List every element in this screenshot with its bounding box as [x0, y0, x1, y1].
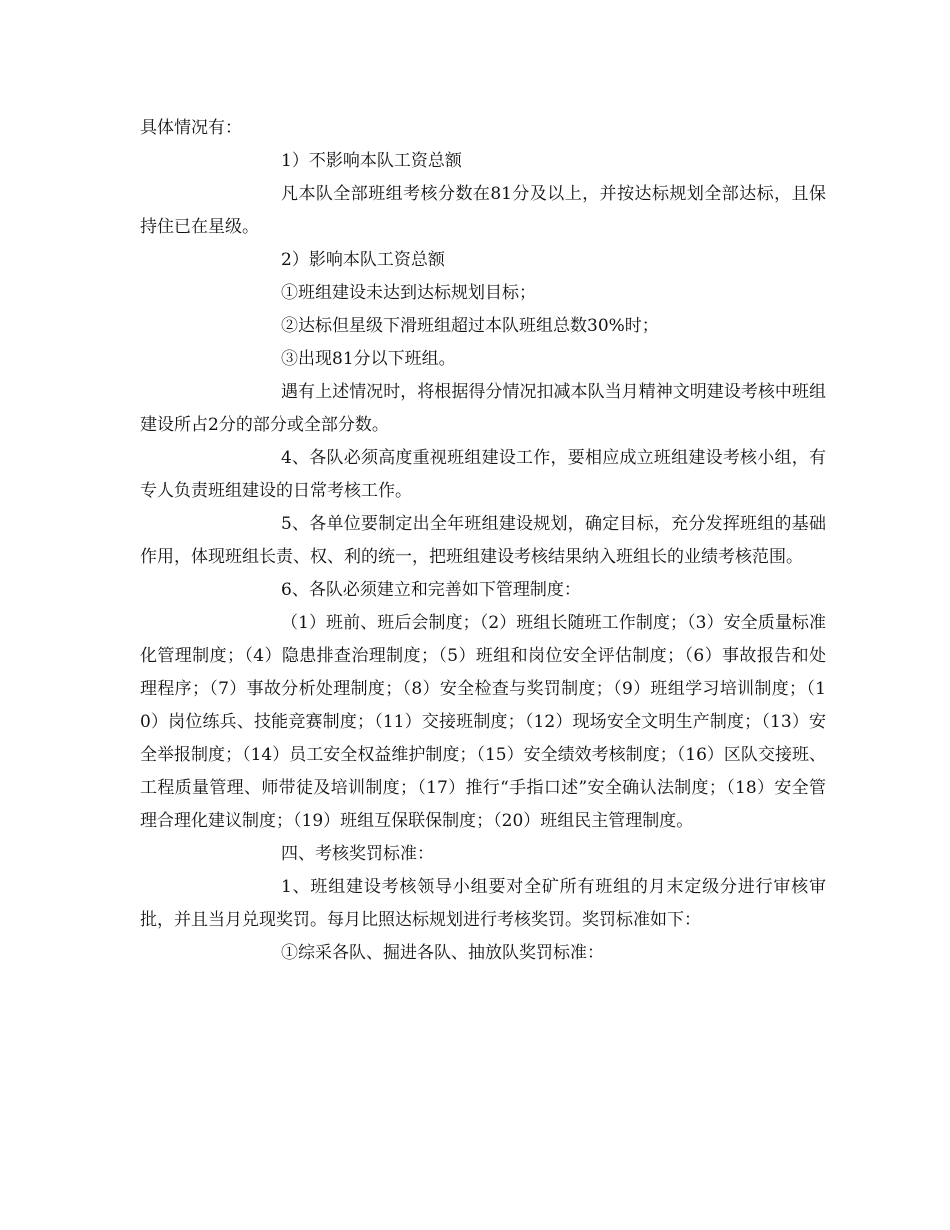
paragraph-intro: 具体情况有： — [140, 118, 242, 138]
paragraph-condition-2: ②达标但星级下滑班组超过本队班组总数30%时； — [281, 316, 659, 336]
paragraph-reward-standard: ①综采各队、掘进各队、抽放队奖罚标准： — [281, 943, 604, 963]
paragraph-condition-1: ①班组建设未达到达标规划目标； — [281, 283, 536, 303]
paragraph-reward-rule: 1、班组建设考核领导小组要对全矿所有班组的月末定级分进行审核审批，并且当月兑现奖罚。每月比照达标规划进行考核奖罚。奖罚标准如下： — [140, 877, 826, 930]
paragraph-item-1-heading: 1）不影响本队工资总额 — [281, 151, 462, 171]
paragraph-section-4: 4、各队必须高度重视班组建设工作，要相应成立班组建设考核小组，有专人负责班组建设的日常考核工作。 — [140, 448, 826, 501]
paragraph-section-5: 5、各单位要制定出全年班组建设规划，确定目标，充分发挥班组的基础作用，体现班组长责、权、利的统一，把班组建设考核结果纳入班组长的业绩考核范围。 — [140, 514, 826, 567]
paragraph-deduction-rule: 遇有上述情况时，将根据得分情况扣减本队当月精神文明建设考核中班组建设所占2分的部分或全部分数。 — [140, 382, 826, 435]
paragraph-item-2-heading: 2）影响本队工资总额 — [281, 250, 445, 270]
paragraph-condition-3: ③出现81分以下班组。 — [281, 349, 456, 369]
paragraph-section-6: 6、各队必须建立和完善如下管理制度： — [281, 580, 581, 600]
paragraph-heading-4: 四、考核奖罚标准： — [281, 844, 434, 864]
paragraph-systems-list: （1）班前、班后会制度；（2）班组长随班工作制度；（3）安全质量标准化管理制度；（4）隐患排查治理制度；（5）班组和岗位安全评估制度；（6）事故报告和处理程序；（7）事故分析处理制度；（8）安全检查与奖罚制度；（9）班组学习培训制度；（10）岗位练兵、技能竞赛制度；（11）交接班制度；（12）现场安全文明生产制度；（13）安全举报制度；（14）员工安全权益维护制度；（15）安全绩效考核制度；（16）区队交接班、工程质量管理、师带徒及培训制度；（17）推行“手指口述”安全确认法制度；（18）安全管理合理化建议制度；（19）班组互保联保制度；（20）班组民主管理制度。 — [140, 613, 826, 831]
document-body — [140, 112, 826, 970]
paragraph-item-1-body: 凡本队全部班组考核分数在81分及以上，并按达标规划全部达标，且保持住已在星级。 — [140, 184, 826, 237]
